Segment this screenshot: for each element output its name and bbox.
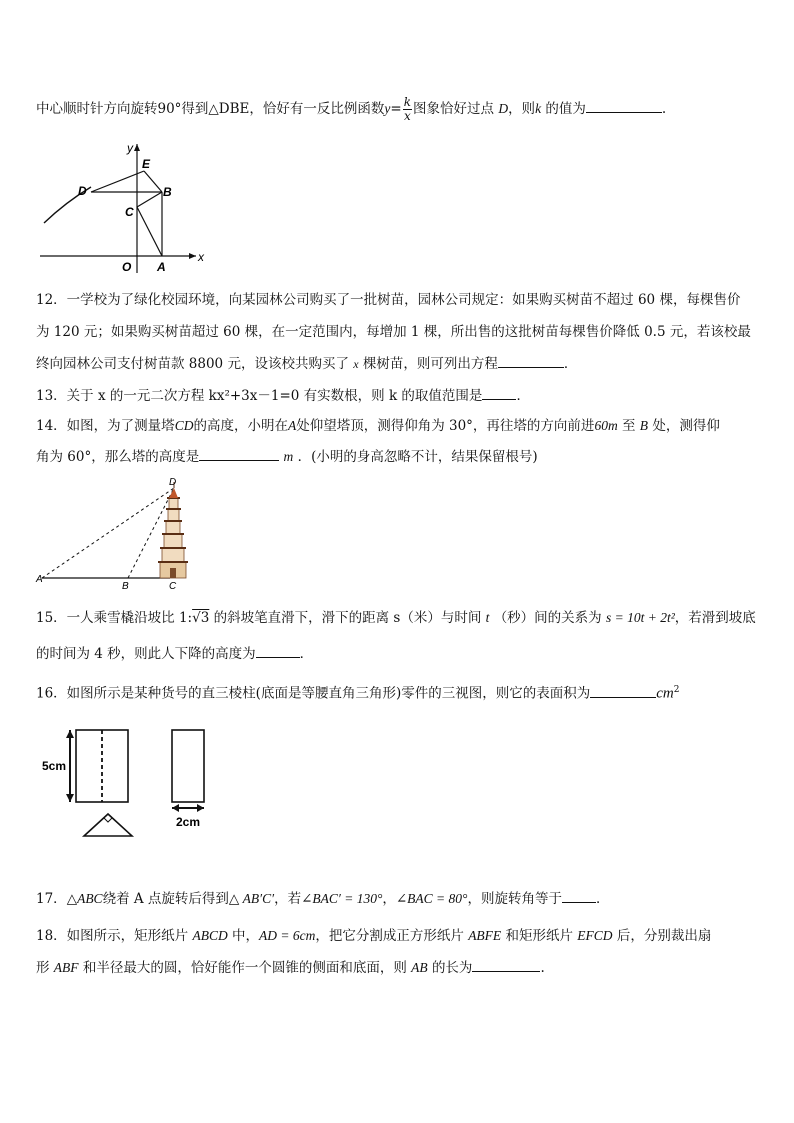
figure-three-views <box>36 716 226 858</box>
q14-line2: 角为 60°，那么塔的高度是 m ．(小明的身高忽略不计，结果保留根号) <box>36 446 538 467</box>
sight-line-A <box>42 488 174 578</box>
q15-line2: 的时间为 4 秒，则此人下降的高度为 ． <box>36 643 313 664</box>
answer-blank <box>590 683 656 698</box>
segment-DE <box>91 171 144 192</box>
answer-blank <box>498 353 564 368</box>
label-E: E <box>142 157 151 171</box>
figure-tower <box>34 476 194 594</box>
segment-EB <box>144 171 162 192</box>
answer-blank <box>199 446 279 461</box>
right-angle-mark <box>104 818 112 822</box>
answer-blank <box>562 888 596 903</box>
label-C: C <box>169 581 177 592</box>
label-5cm: 5cm <box>42 759 67 773</box>
q17-line: 17．△ABC绕着 A 点旋转后得到△ AB′C′，若∠BAC′ = 130°，∠BAC = 80°，则旋转角等于 ． <box>36 888 609 909</box>
q12-line1: 12．一学校为了绿化校园环境，向某园林公司购买了一批树苗，园林公司规定：如果购买树苗不超过 60 棵，每棵售价 <box>36 292 741 308</box>
label-B: B <box>163 185 172 199</box>
label-O: O <box>122 260 132 274</box>
q12-line3: 终向园林公司支付树苗款 8800 元，设该校共购买了 x 棵树苗，则可列出方程 ． <box>36 353 577 374</box>
x-axis-arrow <box>189 253 196 259</box>
q18-line1: 18．如图所示，矩形纸片 ABCD 中，AD = 6cm，把它分割成正方形纸片 ABFE 和矩形纸片 EFCD 后，分别裁出扇 <box>36 928 712 944</box>
answer-blank <box>586 98 662 113</box>
label-A: A <box>36 574 43 585</box>
answer-blank <box>256 643 300 658</box>
figure-coordinate-rotation <box>36 140 216 280</box>
label-A: A <box>157 260 166 274</box>
answer-blank <box>482 385 516 400</box>
answer-blank <box>472 957 540 972</box>
label-B: B <box>122 581 129 592</box>
q18-line2: 形 ABF 和半径最大的圆，恰好能作一个圆锥的侧面和底面，则 AB 的长为 . <box>36 957 545 978</box>
q14-line1: 14．如图，为了测量塔CD的高度，小明在A处仰望塔顶，测得仰角为 30°，再往塔的方向前进60m 至 B 处，测得仰 <box>36 418 720 434</box>
label-y: y <box>127 141 133 155</box>
label-D: D <box>78 184 87 198</box>
segment-BC <box>137 192 162 207</box>
top-view-triangle <box>84 814 132 836</box>
q11-text: 中心顺时针方向旋转90°得到△DBE，恰好有一反比例函数y= $\frac{k}{x}$ 图象恰好过点 D，则k 的值为 . <box>36 95 667 123</box>
q13-line: 13．关于 x 的一元二次方程 kx²+3x－1=0 有实数根，则 k 的取值范围是 ． <box>36 385 530 406</box>
side-view <box>172 730 204 802</box>
q12-line2: 为 120 元；如果购买树苗超过 60 棵，在一定范围内，每增加 1 棵，所出售的这批树苗每棵售价降低 0.5 元，若该校最 <box>36 324 751 340</box>
label-C: C <box>125 205 134 219</box>
fraction-k-over-x: $\frac{k}{x}$ <box>403 95 412 123</box>
y-axis-arrow <box>134 144 140 151</box>
label-2cm: 2cm <box>176 815 201 829</box>
segment-CA <box>137 207 162 256</box>
label-x: x <box>198 250 204 264</box>
label-D: D <box>169 477 177 488</box>
q15-line1: 15．一人乘雪橇沿坡比 1:√3 的斜坡笔直滑下，滑下的距离 s（米）与时间 t （秒）间的关系为 s = 10t + 2t²，若滑到坡底 <box>36 610 756 626</box>
q16-line: 16．如图所示是某种货号的直三棱柱(底面是等腰直角三角形)零件的三视图，则它的表面积为 $cm^2$ <box>36 680 679 704</box>
